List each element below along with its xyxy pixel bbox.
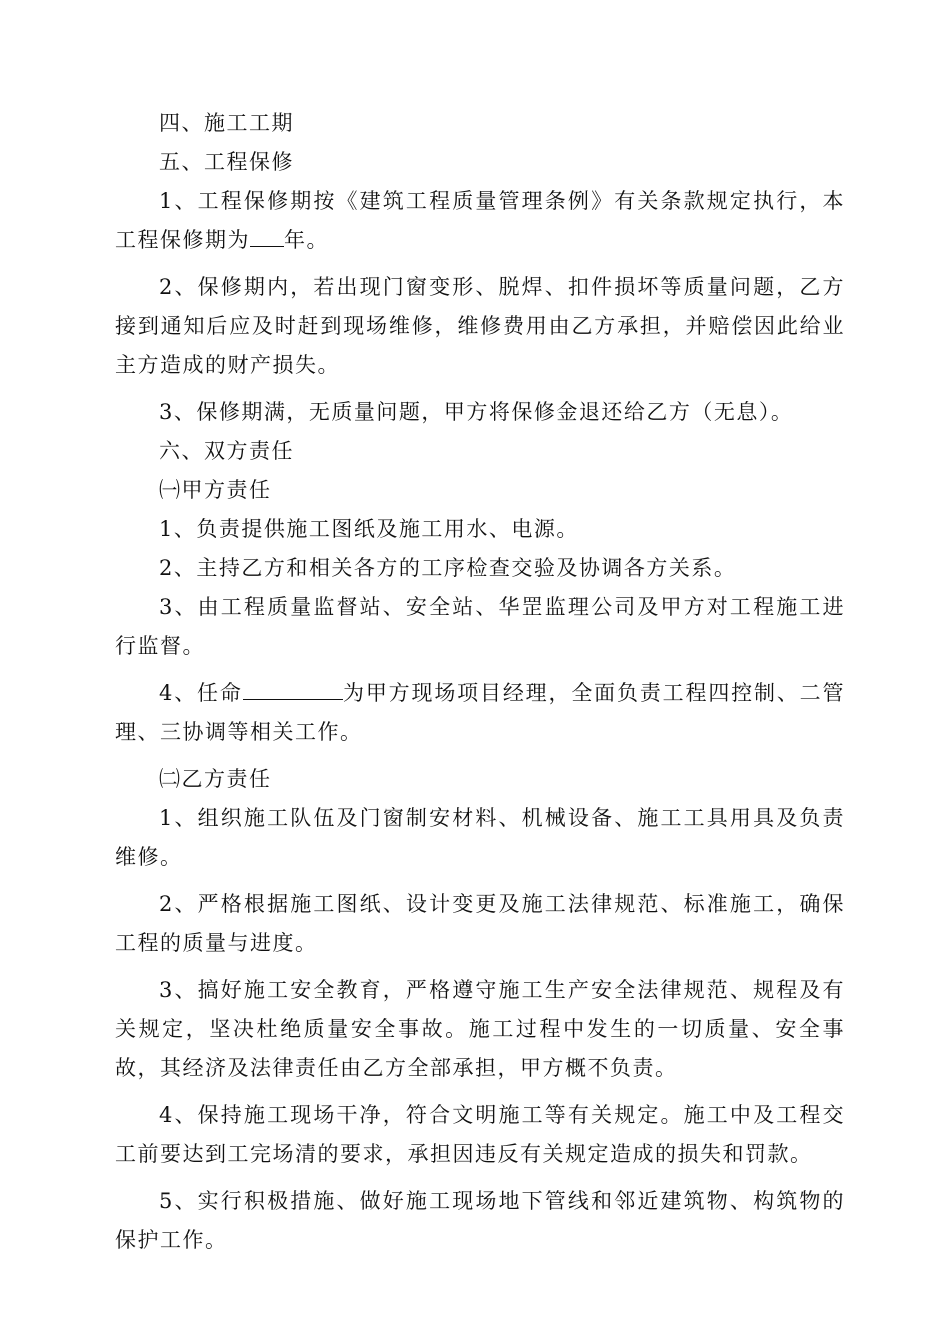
project-manager-blank xyxy=(243,677,343,700)
section-5-item-1 xyxy=(115,182,845,260)
party-b-item-1: 1、组织施工队伍及门窗制安材料、机械设备、施工工具用具及负责维修。 xyxy=(115,806,845,869)
section-5-item-3: 3、保修期满，无质量问题，甲方将保修金退还给乙方（无息）。 xyxy=(159,400,794,424)
party-a-item-4-text: 4、任命 xyxy=(159,681,243,705)
party-b-item-4: 4、保持施工现场干净，符合文明施工等有关规定。施工中及工程交工前要达到工完场清的要求，承担因违反有关规定造成的损失和罚款。 xyxy=(115,1103,845,1166)
party-a-item-4-suffix: 为甲方现场项目经理，全面负责工程四控制、二管理、三协调等相关工作。 xyxy=(115,681,845,744)
section-5-item-1-text: 1、工程保修期按《建筑工程质量管理条例》有关条款规定执行，本工程保修期为 xyxy=(115,189,845,252)
party-a-item-3: 3、由工程质量监督站、安全站、华罡监理公司及甲方对工程施工进行监督。 xyxy=(115,595,845,658)
section-4-heading: 四、施工工期 xyxy=(159,111,294,135)
section-5-item-1-suffix: 年。 xyxy=(284,228,329,252)
party-b-item-5: 5、实行积极措施、做好施工现场地下管线和邻近建筑物、构筑物的保护工作。 xyxy=(115,1189,845,1252)
document-body xyxy=(115,104,845,1268)
party-a-item-2: 2、主持乙方和相关各方的工序检查交验及协调各方关系。 xyxy=(159,556,737,580)
warranty-years-blank xyxy=(250,224,284,247)
party-a-heading: ㈠甲方责任 xyxy=(159,478,272,502)
section-6-heading: 六、双方责任 xyxy=(159,439,294,463)
party-a-item-4 xyxy=(115,674,845,752)
section-5-heading: 五、工程保修 xyxy=(159,150,294,174)
party-b-item-2: 2、严格根据施工图纸、设计变更及施工法律规范、标准施工，确保工程的质量与进度。 xyxy=(115,892,845,955)
section-5-item-2: 2、保修期内，若出现门窗变形、脱焊、扣件损坏等质量问题，乙方接到通知后应及时赶到现场维修，维修费用由乙方承担，并赔偿因此给业主方造成的财产损失。 xyxy=(115,275,845,377)
party-a-item-1: 1、负责提供施工图纸及施工用水、电源。 xyxy=(159,517,579,541)
party-b-item-3: 3、搞好施工安全教育，严格遵守施工生产安全法律规范、规程及有关规定，坚决杜绝质量安全事故。施工过程中发生的一切质量、安全事故，其经济及法律责任由乙方全部承担，甲方概不负责。 xyxy=(115,978,845,1080)
party-b-heading: ㈡乙方责任 xyxy=(159,767,272,791)
